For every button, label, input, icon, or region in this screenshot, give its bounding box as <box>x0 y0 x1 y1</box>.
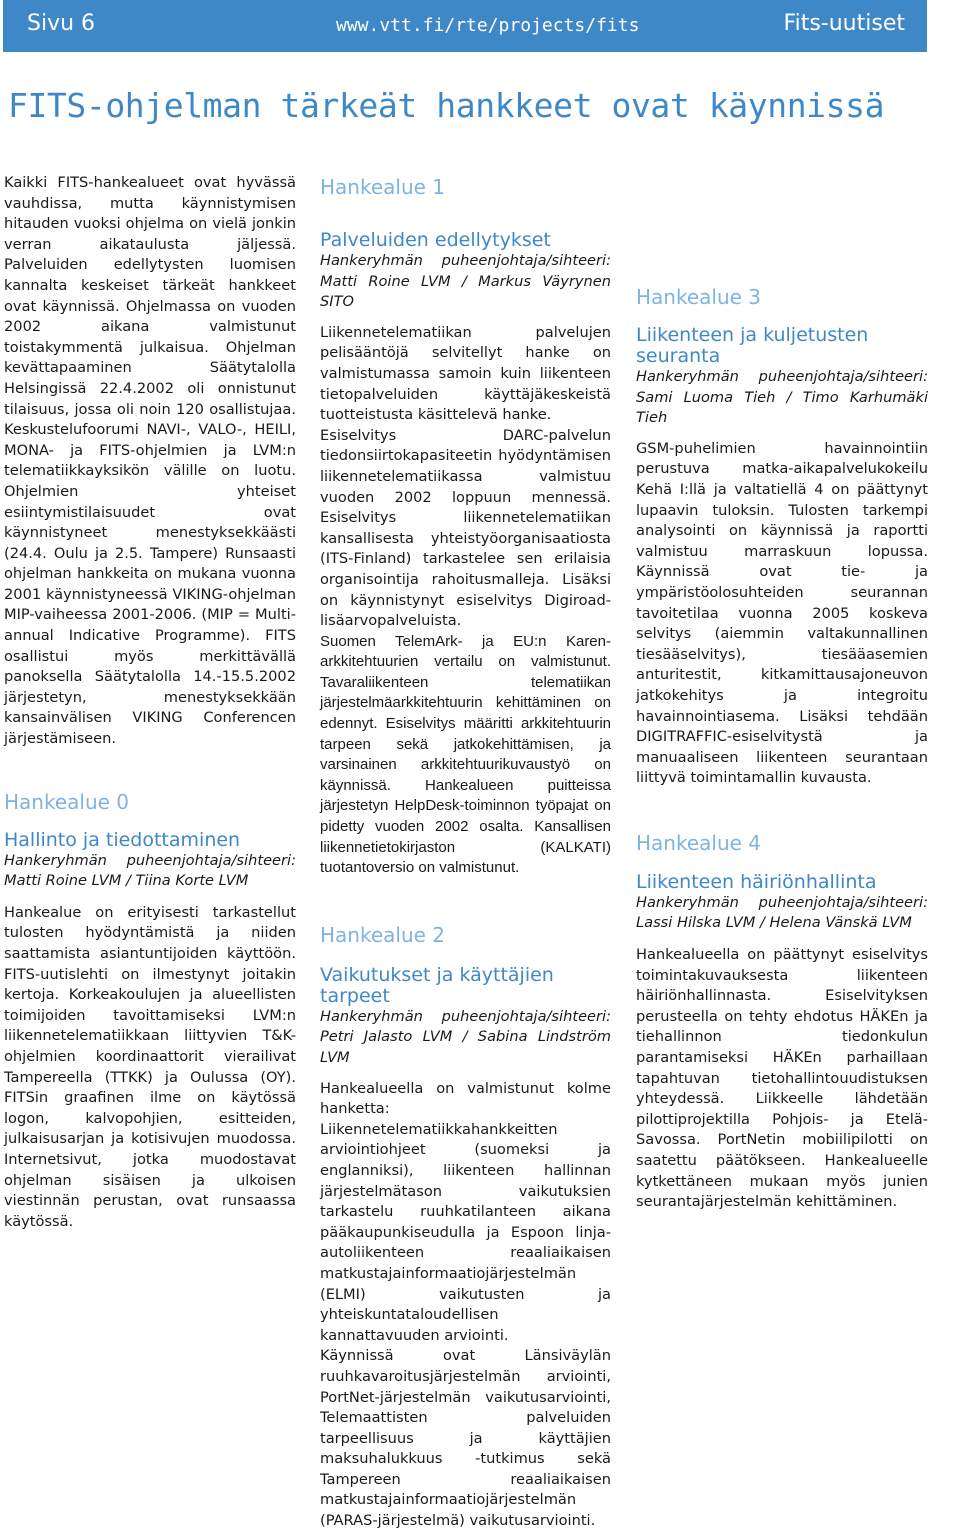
area-2-topic: Vaikutukset ja käyttäjien tarpeet <box>320 963 554 1007</box>
article-title: FITS-ohjelman tärkeät hankkeet ovat käynnissä <box>8 86 885 125</box>
project-url[interactable]: www.vtt.fi/rte/projects/fits <box>336 15 640 36</box>
area-4-leaders: Hankeryhmän puheenjohtaja/sihteeri: Lassi Hilska LVM / Helena Vänskä LVM <box>636 893 928 932</box>
area-0-body: Hankealue on erityisesti tarkastellut tulosten hyödyntämistä ja niiden saattamista asiantuntijoiden käyttöön. FITS-uutislehti on ilmestynyt joitakin kertoja. Korkeakoulujen ja alueellisten toimijoiden tavoittamiseksi LVM:n liikennetelematiikkaan liittyvien T&K-ohjelmien koordinaattorit vierailivat Tampereella (TTKK) ja Oulussa (OY). FITSin graafinen ilme on käytössä logon, kalvopohjien, esitteiden, julkaisusarjan ja kotisivujen muodossa. Internetsivut, jotka muodostavat ohjelman sisäisen ja ulkoisen viestinnän perustan, ovat runsaassa käytössä. <box>4 903 296 1230</box>
page-number: Sivu 6 <box>27 11 96 36</box>
area-3-leaders: Hankeryhmän puheenjohtaja/sihteeri: Sami Luoma Tieh / Timo Karhumäki Tieh <box>636 368 928 427</box>
area-3-topic: Liikenteen ja kuljetusten seuranta <box>636 324 869 367</box>
publication-name: Fits-uutiset <box>783 11 905 36</box>
area-0-topic: Hallinto ja tiedottaminen <box>4 828 241 851</box>
area-2-body-2: Käynnissä ovat Länsiväylän ruuhkavaroitusjärjestelmän arviointi, PortNet-järjestelmän vaikutusarviointi, Telemaattisten palveluiden tarpeellisuus ja käyttäjien maksuhalukkuus -tutkimus sekä Tampereen reaaliaikaisen matkustajainformaatiojärjestelmän (PARAS-järjestelmä) vaikutusarviointi. <box>320 1347 611 1530</box>
area-4-topic: Liikenteen häiriönhallinta <box>636 870 877 893</box>
column-1 <box>4 173 296 1232</box>
area-1-leaders: Hankeryhmän puheenjohtaja/sihteeri: Matti Roine LVM / Markus Väyrynen SITO <box>320 252 611 311</box>
area-1-body-1: Liikennetelematiikan palvelujen pelisääntöjä selvitellyt hanke on valmistumassa samoin kuin liikenteen tietopalveluiden käyttäjäkeskeistä tuotteistusta käsittelevä hanke. <box>320 323 611 424</box>
area-4-body: Hankealueella on päättynyt esiselvitys toimintakuvauksesta liikenteen häiriönhallinnasta. Esiselvityksen perusteella on tehty ehdotus HÄKEn ja tiehallinnon tiedonkulun parantamiseksi HÄKEn parhaillaan tapahtuvan tietohallintouudistuksen yhteydessä. Liikkeelle lähdetään pilottiprojektilla Pohjois- ja Etelä-Savossa. PortNetin mobiilipilotti on saatettu päätökseen. Hankealueelle kytkettäneen mukaan myös junien seurantajärjestelmän kehittäminen. <box>636 946 928 1211</box>
page-header <box>3 0 927 52</box>
area-1-body-3: Suomen TelemArk- ja EU:n Karen-arkkitehtuurien vertailu on valmistunut. Tavaraliikenteen telematiikan järjestelmäarkkitehtuurin kehittäminen on edennyt. Esiselvitys määritti arkkitehtuurin tarpeen sekä jatkokehittämisen, ja varsinainen arkkitehtuurikuvaustyö on käynnissä. Hankealueen puitteissa järjestetyn HelpDesk-toiminnon työpajat on pidetty vuoden 2002 osalta. Kansallisen liikennetietokirjaston (KALKATI) tuotantoversio on valmistunut. <box>320 632 611 877</box>
area-3-body: GSM-puhelimien havainnointiin perustuva matka-aikapalvelukokeilu Kehä I:llä ja valtatiellä 4 on päättynyt lupaavin tuloksin. Tulosten tarkempi analysointi on käynnissä ja raportti valmistuu marraskuun lopussa. Käynnissä ovat tie- ja ympäristöolosuhteiden seurannan tavoitetilaa vuonna 2005 koskeva selvitys (aiemmin valtakunnallinen tiesääselvitys), tiesääasemien anturitestit, kitkamittausajoneuvon jatkokehitys ja integroitu havainnointiasema. Lisäksi tehdään DIGITRAFFIC-esiselvitystä ja manuaaliseen liikenteen seurantaan liittyvä toimintamallin kuvausta. <box>636 439 928 787</box>
area-0-leaders: Hankeryhmän puheenjohtaja/sihteeri: Matti Roine LVM / Tiina Korte LVM <box>4 851 296 890</box>
area-2-label: Hankealue 2 <box>320 922 446 947</box>
area-0-label: Hankealue 0 <box>4 789 130 814</box>
area-2-leaders: Hankeryhmän puheenjohtaja/sihteeri: Petri Jalasto LVM / Sabina Lindström LVM <box>320 1007 611 1066</box>
area-1-label: Hankealue 1 <box>320 175 446 199</box>
area-3-label: Hankealue 3 <box>636 285 762 309</box>
intro-paragraph: Kaikki FITS-hankealueet ovat hyvässä vauhdissa, mutta käynnistymisen hitauden vuoksi ohjelma on vielä jonkin verran aikataulusta jäljessä. Palveluiden edellytysten luomisen kannalta keskeiset tärkeät hankkeet ovat käynnissä. Ohjelmassa on vuoden 2002 aikana valmistunut toistakymmentä julkaisua. Ohjelman kevättapaaminen Säätytalolla Helsingissä 22.4.2002 oli onnistunut tilaisuus, jossa oli noin 120 osallistujaa. Keskustelufoorumi NAVI-, VALO-, HEILI, MONA- ja FITS-ohjelmien ja LVM:n telematiikkayksikön välille on luotu. Ohjelmien yhteiset esiintymistilaisuudet ovat käynnistyneet menestyksekkäästi (24.4. Oulu ja 2.5. Tampere) Runsaasti ohjelman hankkeita on mukana vuonna 2001 käynnistyneessä VIKING-ohjelman MIP-vaiheessa 2001-2006. (MIP = Multi-annual Indicative Programme). FITS osallistui myös merkittävällä panoksella Säätytalolla 14.-15.5.2002 järjestetyn, menestyksekkään kansainvälisen VIKING Conferencen järjestämiseen. <box>4 174 296 748</box>
column-2 <box>320 175 611 1532</box>
area-1-body-2: Esiselvitys DARC-palvelun tiedonsiirtokapasiteetin hyödyntämisen liikennetelematiikassa valmistuu vuoden 2002 loppuun mennessä. Esiselvitys liikennetelematiikan kansallisesta yhteistyöorganisaatiosta (ITS-Finland) tarkastelee sen erilaisia organisointija rahoitusmalleja. Lisäksi on käynnistynyt esiselvitys Digiroad-lisäarvopalveluista. <box>320 426 611 630</box>
area-2-body-1: Hankealueella on valmistunut kolme hanketta: Liikennetelematiikkahankkeitten arviointiohjeet (suomeksi ja englanniksi), liikenteen hallinnan järjestelmätason vaikutuksien tarkastelu ruuhkatilanteen aikana pääkaupunkiseudulla ja Espoon linja-autoliikenteen reaaliaikaisen matkustajainformaatiojärjestelmän (ELMI) vaikutusten ja yhteiskuntataloudellisen kannattavuuden arviointi. <box>320 1079 611 1344</box>
column-3 <box>636 173 928 1213</box>
area-1-topic: Palveluiden edellytykset <box>320 229 551 251</box>
area-4-label: Hankealue 4 <box>636 830 762 855</box>
